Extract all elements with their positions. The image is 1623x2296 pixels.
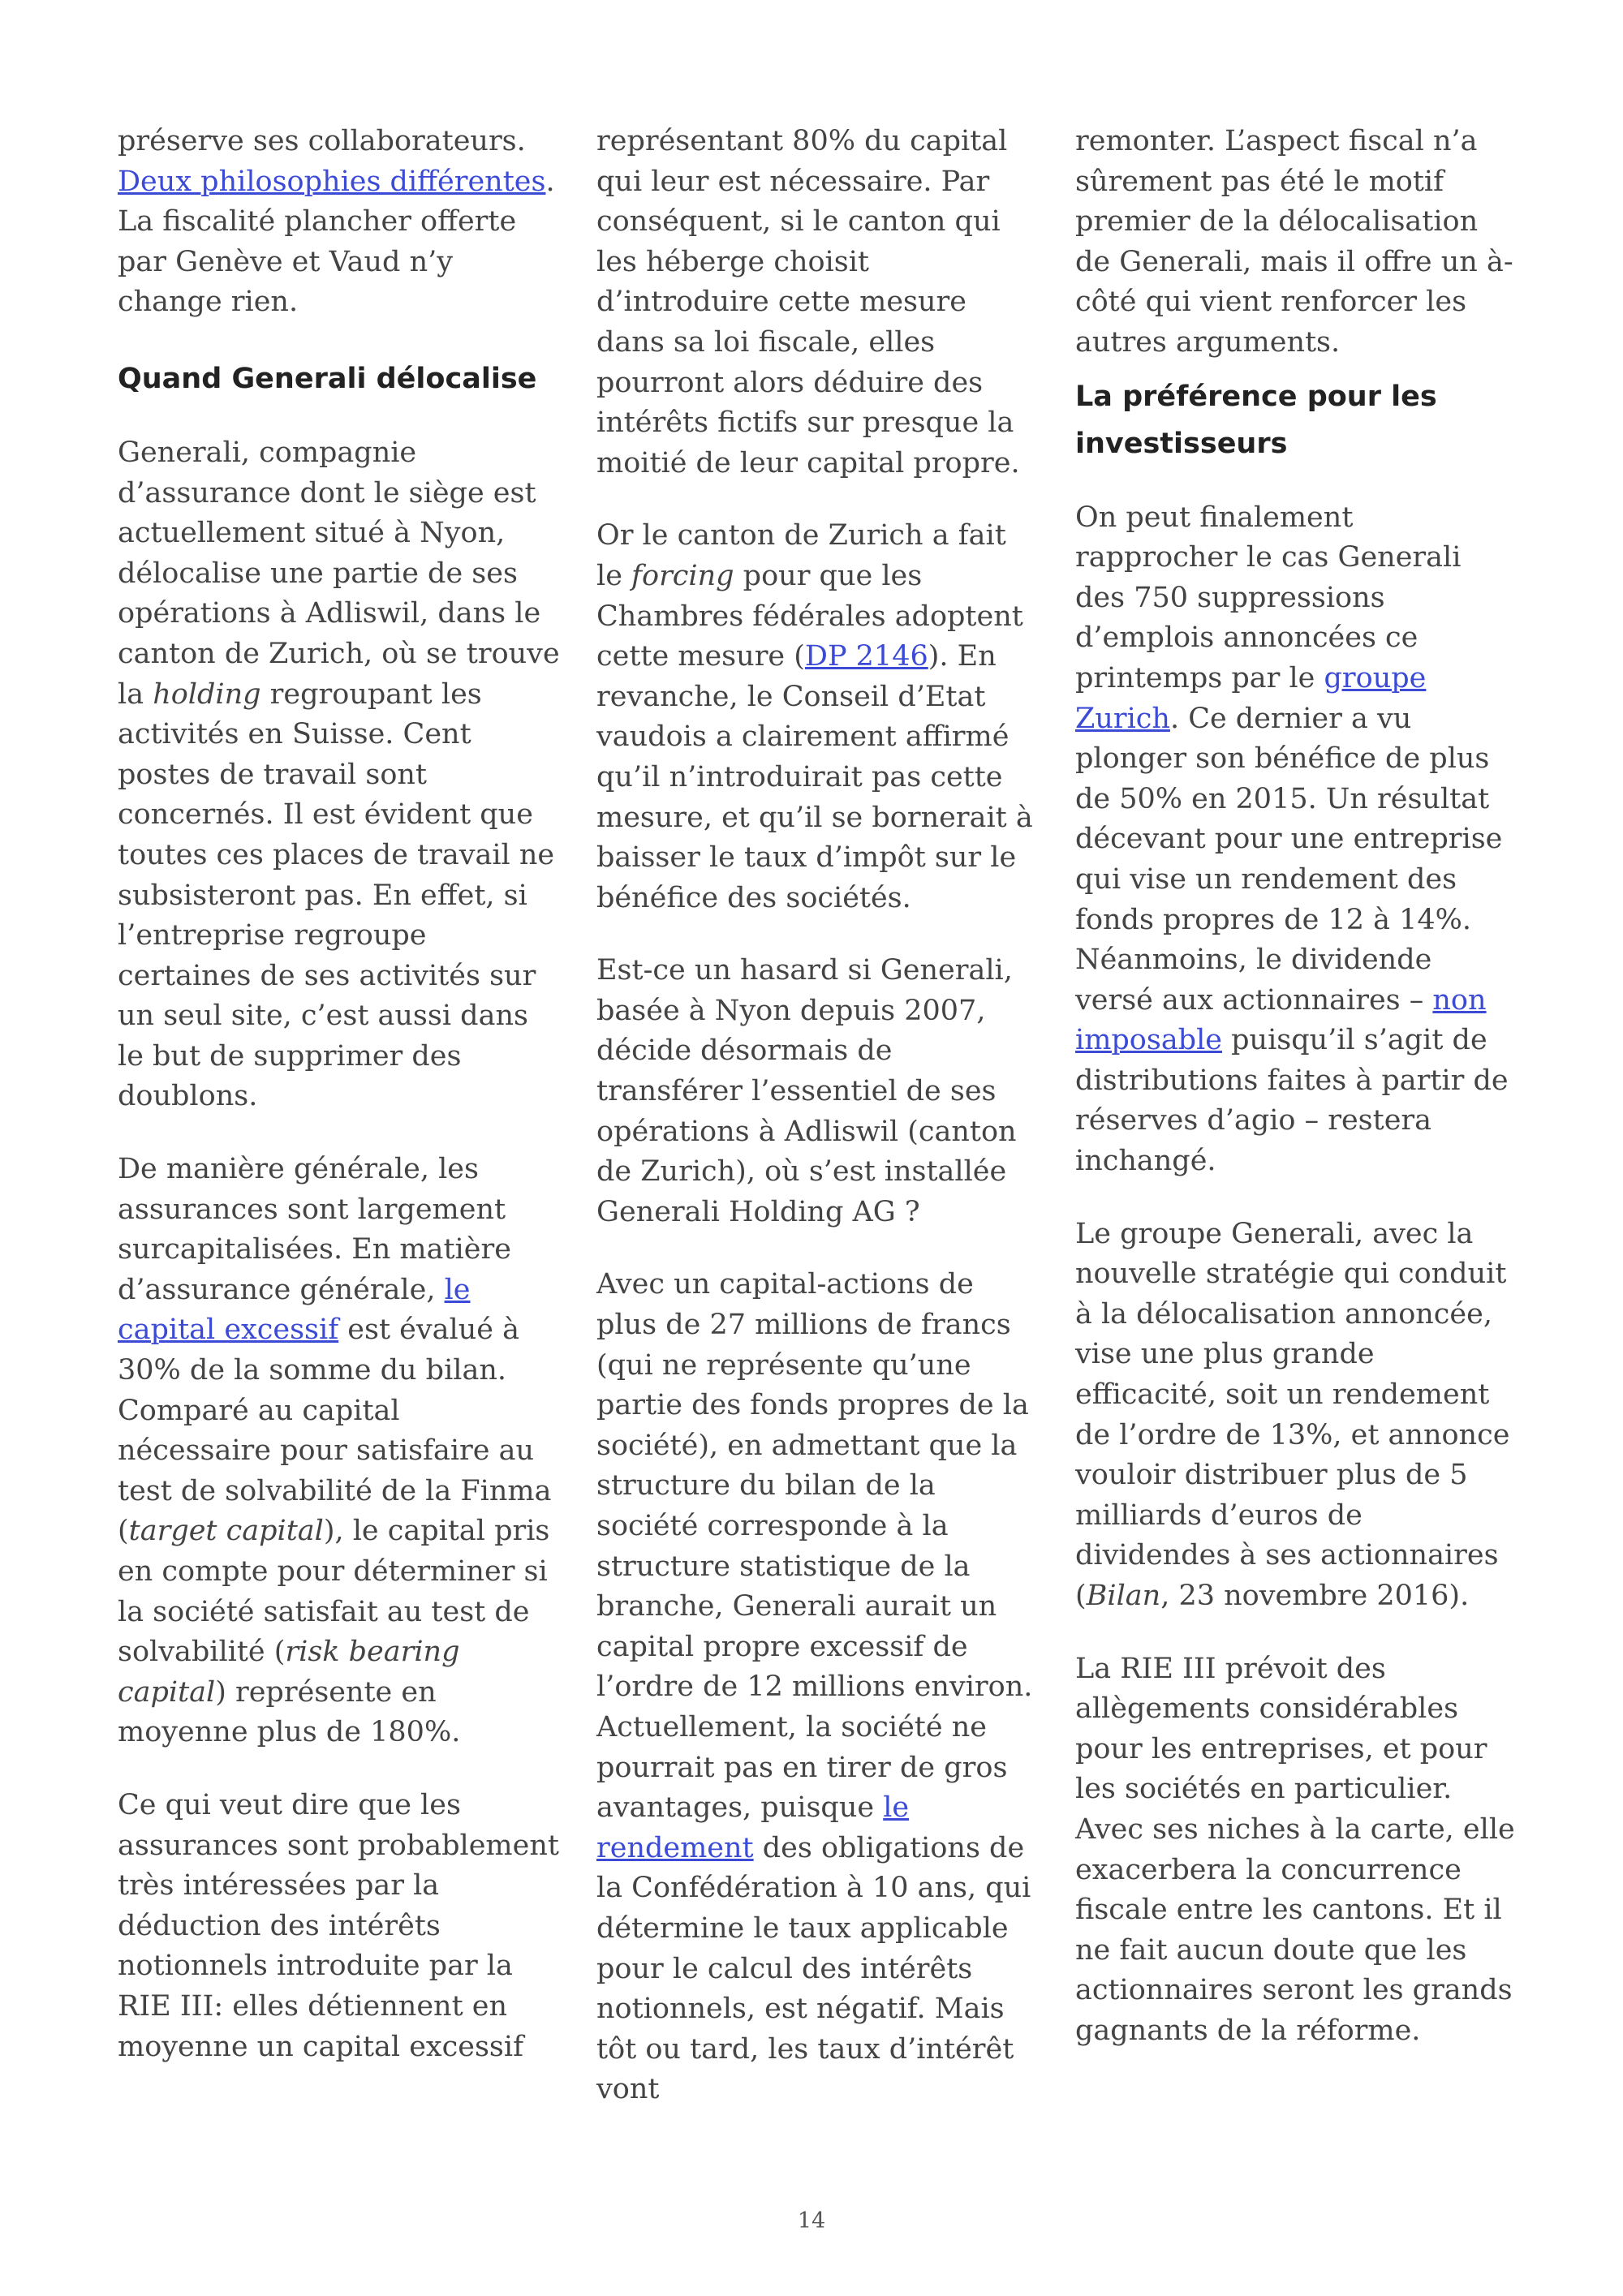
emphasis: risk bearing capital	[118, 1636, 460, 1709]
text-span: ) représente en moyenne plus de 180%.	[118, 1675, 461, 1749]
text-span: ), le capital pris en compte pour déterminer si la société satisfait au test de solvabilité (	[118, 1515, 550, 1669]
text-column-1	[118, 122, 560, 2100]
text-span: puisqu’il s’agit de distributions faites à partir de réserves d’agio – restera inchangé.	[1075, 1024, 1509, 1178]
link-dp-2146[interactable]: DP 2146	[804, 640, 928, 673]
paragraph	[118, 122, 560, 323]
paragraph: représentant 80% du capital qui leur est nécessaire. Par conséquent, si le canton qui les héberge choisit d’introduire cette mesure dans sa loi fiscale, elles pourront alors déduire des intérêts fictifs sur presque la moitié de leur capital propre.	[596, 125, 1020, 479]
text-span: Or le canton de Zurich a fait le	[596, 519, 1006, 592]
link-groupe-zurich[interactable]: groupe Zurich	[1075, 661, 1427, 735]
text-span: , 23 novembre 2016).	[1160, 1580, 1470, 1612]
text-span: préserve ses collaborateurs.	[118, 125, 526, 157]
text-span: ). En revanche, le Conseil d’Etat vaudois a clairement affirmé qu’il n’introduirait pas cette mesure, et qu’il se bornerait à baisser le taux d’impôt sur le bénéfice des sociétés.	[596, 640, 1033, 914]
text-span: Le groupe Generali, avec la nouvelle stratégie qui conduit à la délocalisation annoncée, vise une plus grande efficacité, soit un rendement de l’ordre de 13%, et annonce vouloir distribuer plus de 5 milliards d’euros de dividendes à ses actionnaires (	[1075, 1217, 1510, 1612]
paragraph: Ce qui veut dire que les assurances sont probablement très intéressées par la déduction des intérêts notionnels introduite par la RIE III: elles détiennent en moyenne un capital excessif	[118, 1788, 559, 2063]
text-span: regroupant les activités en Suisse. Cent postes de travail sont concernés. Il est évident que toutes ces places de travail ne subsisteront pas. En effet, si l’entreprise regroupe certaines de ses activités sur un seul site, c’est aussi dans le but de supprimer des doublons.	[118, 677, 555, 1113]
text-span: Generali, compagnie d’assurance dont le siège est actuellement situé à Nyon, délocalise une partie de ses opérations à Adliswil, dans le canton de Zurich, où se trouve la	[118, 436, 560, 711]
link-non-imposable[interactable]: non imposable	[1075, 983, 1487, 1057]
paragraph	[118, 1150, 560, 1753]
text-span: Avec un capital-actions de plus de 27 millions de francs (qui ne représente qu’une partie des fonds propres de la société), en admettant que la structure du bilan de la société corresponde à la structure statistique de la branche, Generali aurait un capital propre excessif de l’ordre de 12 millions environ. Actuellement, la société ne pourrait pas en tirer de gros avantages, puisque	[596, 1268, 1033, 1825]
emphasis: target capital	[128, 1515, 324, 1548]
text-span: des obligations de la Confédération à 10 ans, qui détermine le taux applicable pour le calcul des intérêts notionnels, est négatif. Mais tôt ou tard, les taux d’intérêt vont	[596, 1831, 1031, 2106]
paragraph: remonter. L’aspect fiscal n’a sûrement pas été le motif premier de la délocalisation de Generali, mais il offre un à-côté qui vient renforcer les autres arguments.	[1075, 125, 1513, 359]
link-capital-excessif[interactable]: le capital excessif	[118, 1273, 471, 1347]
emphasis: Bilan	[1086, 1580, 1161, 1612]
paragraph	[1075, 498, 1518, 1182]
section-heading-preference: La préférence pour les investisseurs	[1075, 380, 1437, 460]
text-span: De manière générale, les assurances sont largement surcapitalisées. En matière d’assurance générale,	[118, 1153, 511, 1306]
paragraph: Est-ce un hasard si Generali, basée à Nyon depuis 2007, décide désormais de transférer l’essentiel de ses opérations à Adliswil (canton de Zurich), où s’est installée Generali Holding AG ?	[596, 954, 1017, 1228]
text-span: . Ce dernier a vu plonger son bénéfice de plus de 50% en 2015. Un résultat décevant pour une entreprise qui vise un rendement des fonds propres de 12 à 14%. Néanmoins, le dividende versé aux actionnaires –	[1075, 702, 1503, 1017]
emphasis: forcing	[631, 559, 734, 592]
text-column-3	[1075, 122, 1518, 2084]
paragraph	[1075, 1215, 1518, 1617]
text-span: On peut finalement rapprocher le cas Generali des 750 suppressions d’emplois annoncées ce printemps par le	[1075, 501, 1462, 694]
text-column-2	[596, 122, 1039, 2143]
paragraph	[596, 1265, 1039, 2109]
emphasis: holding	[153, 677, 261, 711]
link-deux-philosophies[interactable]: Deux philosophies différentes	[118, 165, 546, 198]
link-le-rendement[interactable]: le rendement	[596, 1791, 910, 1864]
text-span: . La fiscalité plancher offerte par Genève et Vaud n’y change rien.	[118, 165, 555, 319]
page-number: 14	[797, 2208, 826, 2234]
text-span: est évalué à 30% de la somme du bilan. Comparé au capital nécessaire pour satisfaire au test de solvabilité de la Finma (	[118, 1314, 552, 1548]
text-span: pour que les Chambres fédérales adoptent cette mesure (	[596, 559, 1023, 673]
paragraph	[596, 516, 1039, 918]
paragraph	[118, 433, 560, 1117]
section-heading-generali: Quand Generali délocalise	[118, 362, 537, 395]
paragraph: La RIE III prévoit des allègements considérables pour les entreprises, et pour les sociétés en particulier. Avec ses niches à la carte, elle exacerbera la concurrence fiscale entre les cantons. Et il ne fait aucun doute que les actionnaires seront les grands gagnants de la réforme.	[1075, 1652, 1515, 2047]
